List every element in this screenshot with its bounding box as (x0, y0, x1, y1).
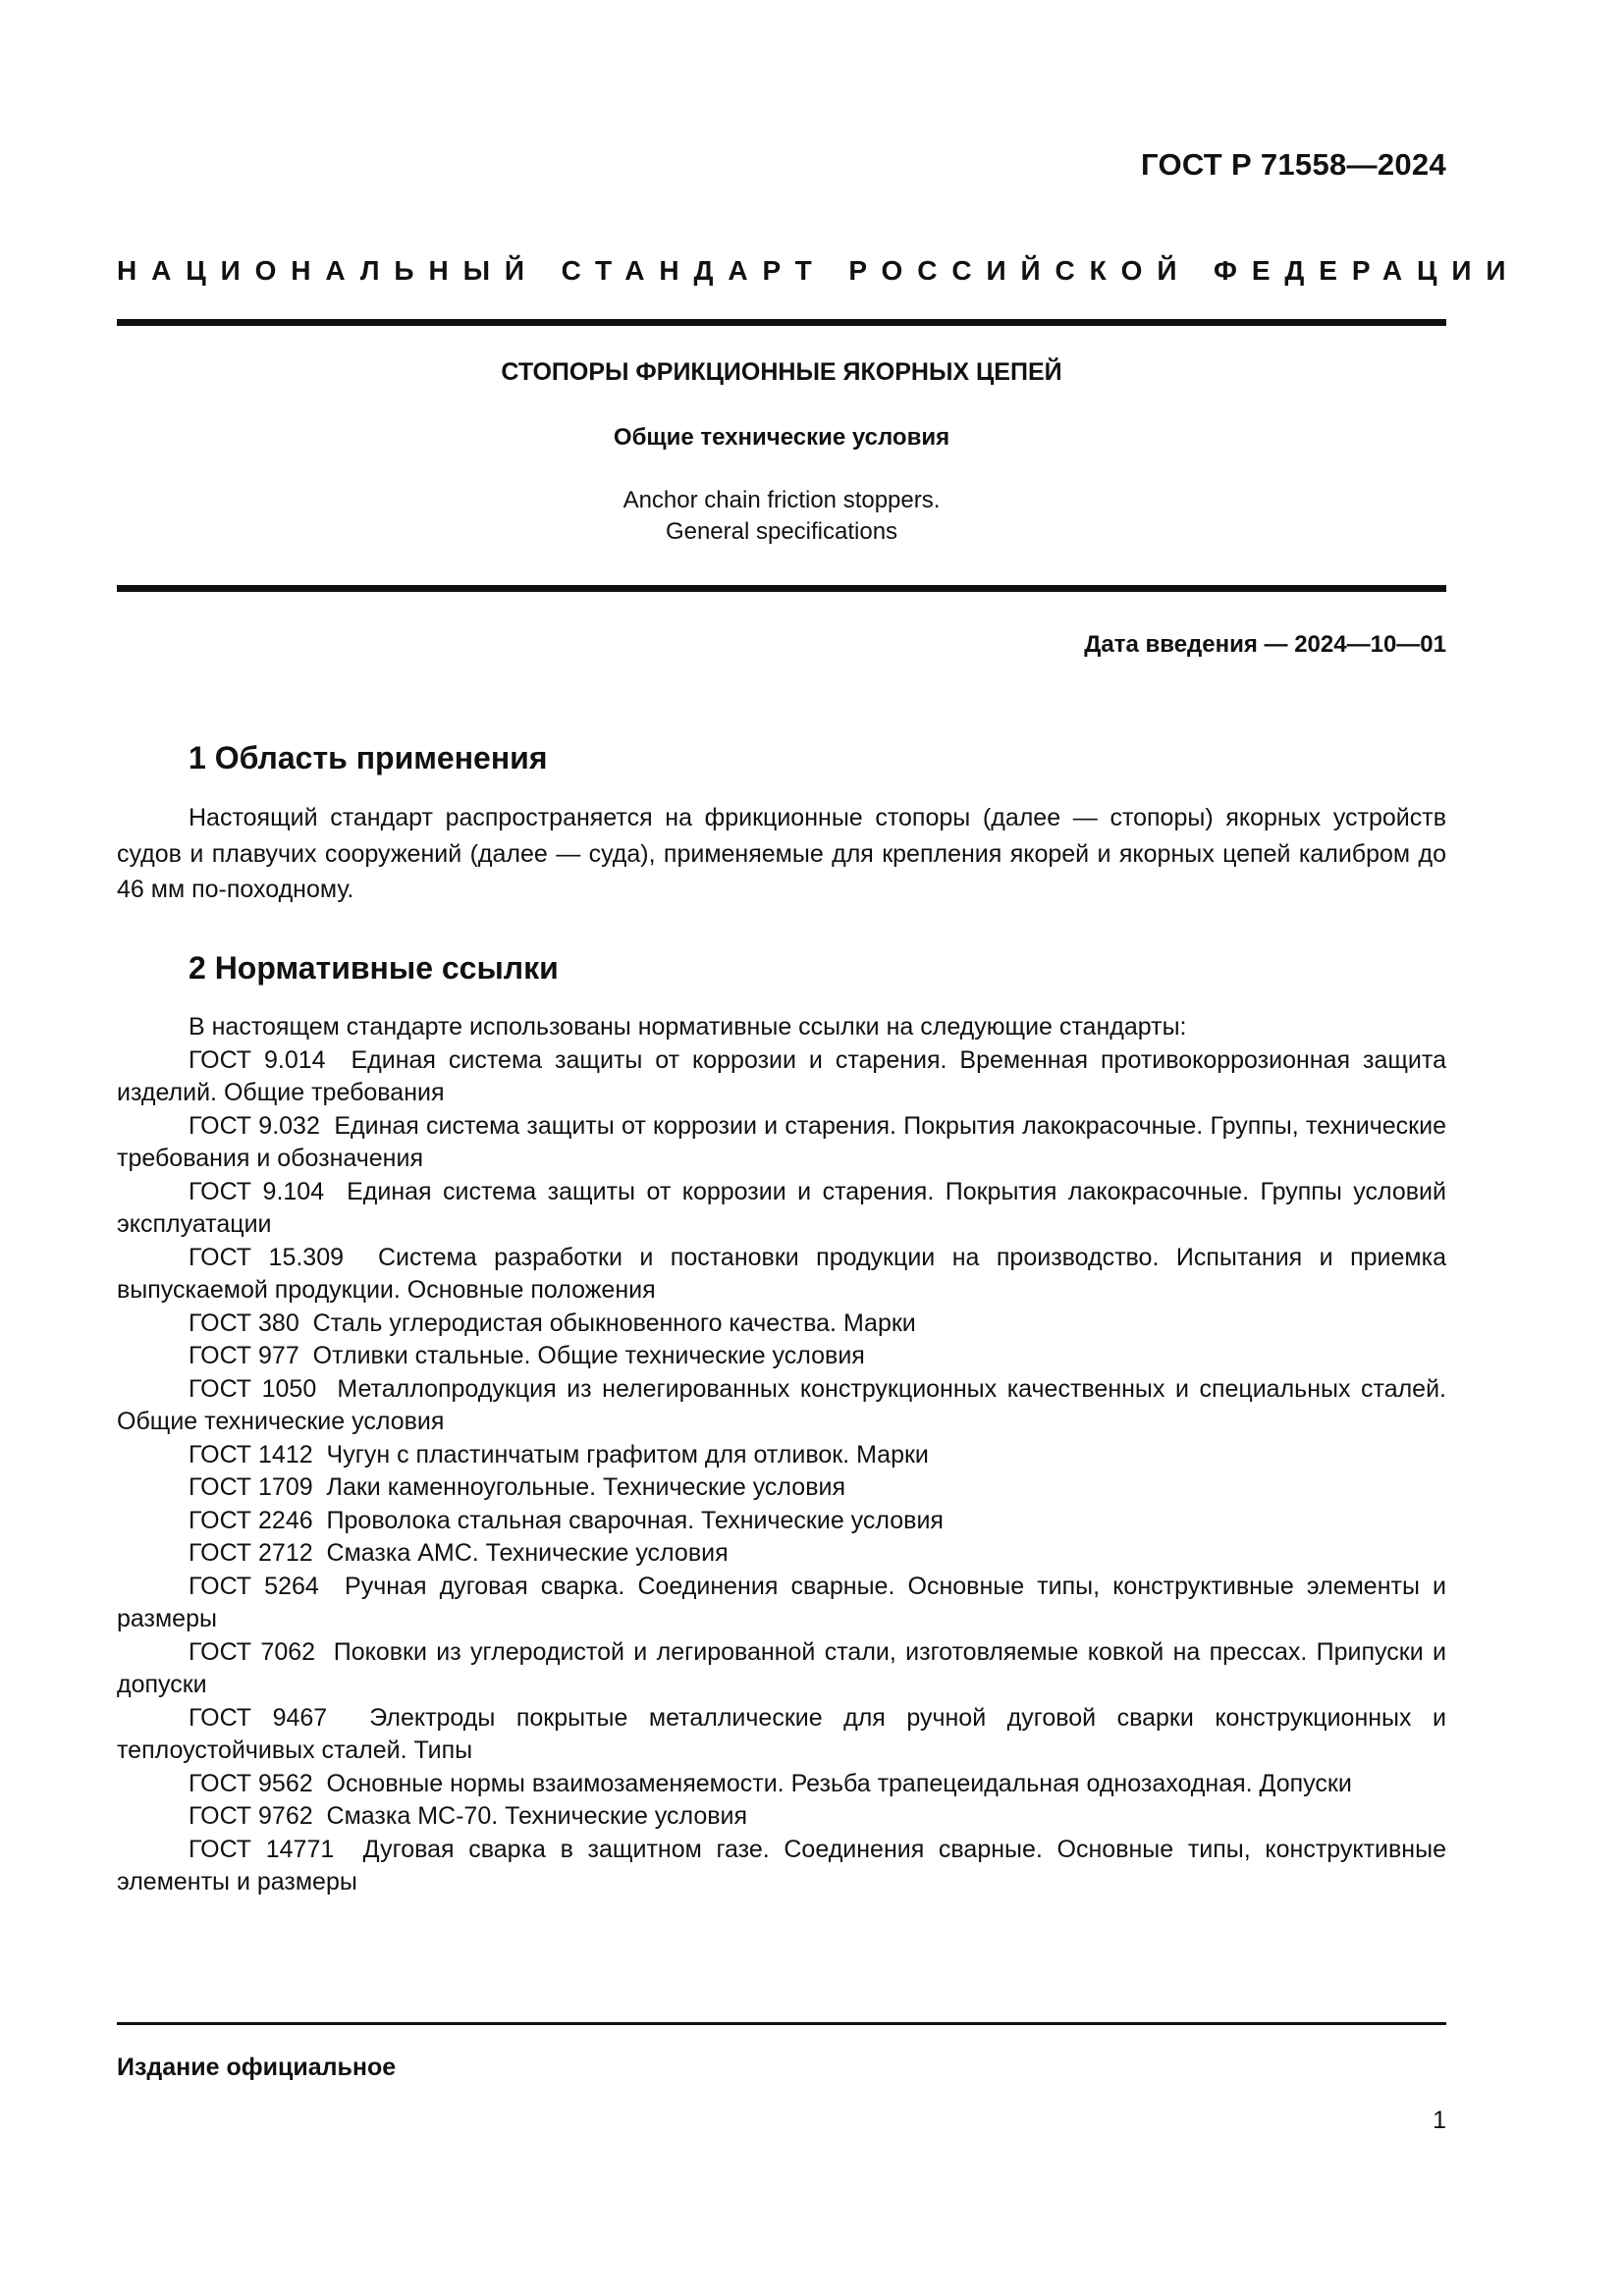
reference-title: Поковки из углеродистой и легированной стали, изготовляемые ковкой на прессах. Припуски и допуски (117, 1637, 1446, 1698)
reference-code: ГОСТ 9562 (189, 1769, 313, 1797)
section-2-heading: 2 Нормативные ссылки (189, 950, 559, 986)
reference-title: Система разработки и постановки продукции на производство. Испытания и приемка выпускаемой продукции. Основные положения (117, 1243, 1446, 1304)
reference-item (117, 1537, 1446, 1571)
reference-code: ГОСТ 1412 (189, 1440, 313, 1468)
english-title (117, 485, 1446, 548)
reference-title: Металлопродукция из нелегированных конструкционных качественных и специальных сталей. Общие технические условия (117, 1374, 1447, 1435)
header-divider (117, 319, 1446, 326)
reference-item (117, 1471, 1446, 1505)
normative-references-list (117, 1011, 1446, 1899)
section-1-paragraph: Настоящий стандарт распространяется на фрикционные стопоры (далее — стопоры) якорных устройств судов и плавучих сооружений (далее — суда), применяемые для крепления якорей и якорных цепей калибром до 46 мм по-походному. (117, 804, 1446, 904)
english-title-line-2: General specifications (665, 518, 898, 545)
reference-title: Лаки каменноугольные. Технические условия (326, 1473, 845, 1501)
reference-item (117, 1571, 1446, 1636)
reference-item (117, 1834, 1446, 1899)
reference-item (117, 1768, 1446, 1801)
section-2-intro: В настоящем стандарте использованы нормативные ссылки на следующие стандарты: (189, 1013, 1187, 1041)
reference-item (117, 1505, 1446, 1538)
reference-item (117, 1373, 1446, 1439)
reference-item (117, 1308, 1446, 1341)
reference-code: ГОСТ 1050 (189, 1374, 317, 1403)
national-standard-banner: НАЦИОНАЛЬНЫЙ СТАНДАРТ РОССИЙСКОЙ ФЕДЕРАЦИИ (117, 255, 1521, 286)
reference-item (117, 1340, 1446, 1373)
reference-title: Ручная дуговая сварка. Соединения сварные. Основные типы, конструктивные элементы и размеры (117, 1572, 1447, 1632)
reference-item (117, 1702, 1446, 1768)
reference-item (117, 1044, 1446, 1110)
reference-title: Отливки стальные. Общие технические условия (312, 1342, 865, 1369)
reference-code: ГОСТ 14771 (189, 1835, 335, 1863)
section-1-body (117, 800, 1446, 908)
reference-code: ГОСТ 9.032 (189, 1111, 320, 1140)
references-container (117, 1044, 1446, 1899)
reference-code: ГОСТ 9.104 (189, 1177, 325, 1205)
reference-code: ГОСТ 2246 (189, 1506, 313, 1534)
reference-title: Проволока стальная сварочная. Технические условия (326, 1506, 944, 1534)
reference-code: ГОСТ 9467 (189, 1703, 328, 1732)
document-page (117, 0, 1521, 2296)
reference-title: Единая система защиты от коррозии и старения. Покрытия лакокрасочные. Группы, технические требования и обозначения (117, 1111, 1446, 1172)
official-edition-label: Издание официальное (117, 2054, 397, 2081)
introduction-date: Дата введения — 2024—10—01 (1084, 631, 1446, 658)
reference-item (117, 1176, 1446, 1242)
footer-divider (117, 2022, 1446, 2025)
reference-item (117, 1242, 1446, 1308)
reference-title: Смазка АМС. Технические условия (326, 1539, 729, 1567)
reference-item (117, 1110, 1446, 1176)
reference-item (117, 1636, 1446, 1702)
reference-code: ГОСТ 9.014 (189, 1045, 326, 1074)
reference-title: Основные нормы взаимозаменяемости. Резьба трапецеидальная однозаходная. Допуски (326, 1769, 1352, 1797)
document-subtitle: Общие технические условия (613, 424, 950, 451)
reference-item (117, 1800, 1446, 1834)
reference-code: ГОСТ 15.309 (189, 1243, 345, 1271)
reference-title: Чугун с пластинчатым графитом для отливок. Марки (326, 1440, 929, 1468)
reference-code: ГОСТ 7062 (189, 1637, 316, 1666)
reference-code: ГОСТ 9762 (189, 1802, 313, 1830)
reference-code: ГОСТ 2712 (189, 1539, 313, 1567)
section-1-heading: 1 Область применения (189, 740, 548, 775)
reference-code: ГОСТ 380 (189, 1308, 299, 1337)
reference-code: ГОСТ 5264 (189, 1572, 319, 1600)
reference-title: Сталь углеродистая обыкновенного качества. Марки (312, 1308, 916, 1337)
document-number: ГОСТ Р 71558—2024 (1141, 147, 1446, 182)
reference-title: Единая система защиты от коррозии и старения. Временная противокоррозионная защита изделий. Общие требования (117, 1045, 1446, 1106)
reference-code: ГОСТ 977 (189, 1342, 299, 1369)
reference-title: Дуговая сварка в защитном газе. Соединения сварные. Основные типы, конструктивные элементы и размеры (117, 1835, 1446, 1896)
reference-title: Электроды покрытые металлические для ручной дуговой сварки конструкционных и теплоустойчивых сталей. Типы (117, 1703, 1446, 1764)
reference-code: ГОСТ 1709 (189, 1473, 313, 1501)
english-title-line-1: Anchor chain friction stoppers. (623, 487, 941, 513)
reference-title: Смазка МС-70. Технические условия (326, 1802, 748, 1830)
reference-item (117, 1439, 1446, 1472)
document-title: СТОПОРЫ ФРИКЦИОННЫЕ ЯКОРНЫХ ЦЕПЕЙ (501, 358, 1062, 386)
reference-title: Единая система защиты от коррозии и старения. Покрытия лакокрасочные. Группы условий эксплуатации (117, 1177, 1446, 1238)
title-divider (117, 585, 1446, 592)
page-number: 1 (1433, 2107, 1446, 2134)
